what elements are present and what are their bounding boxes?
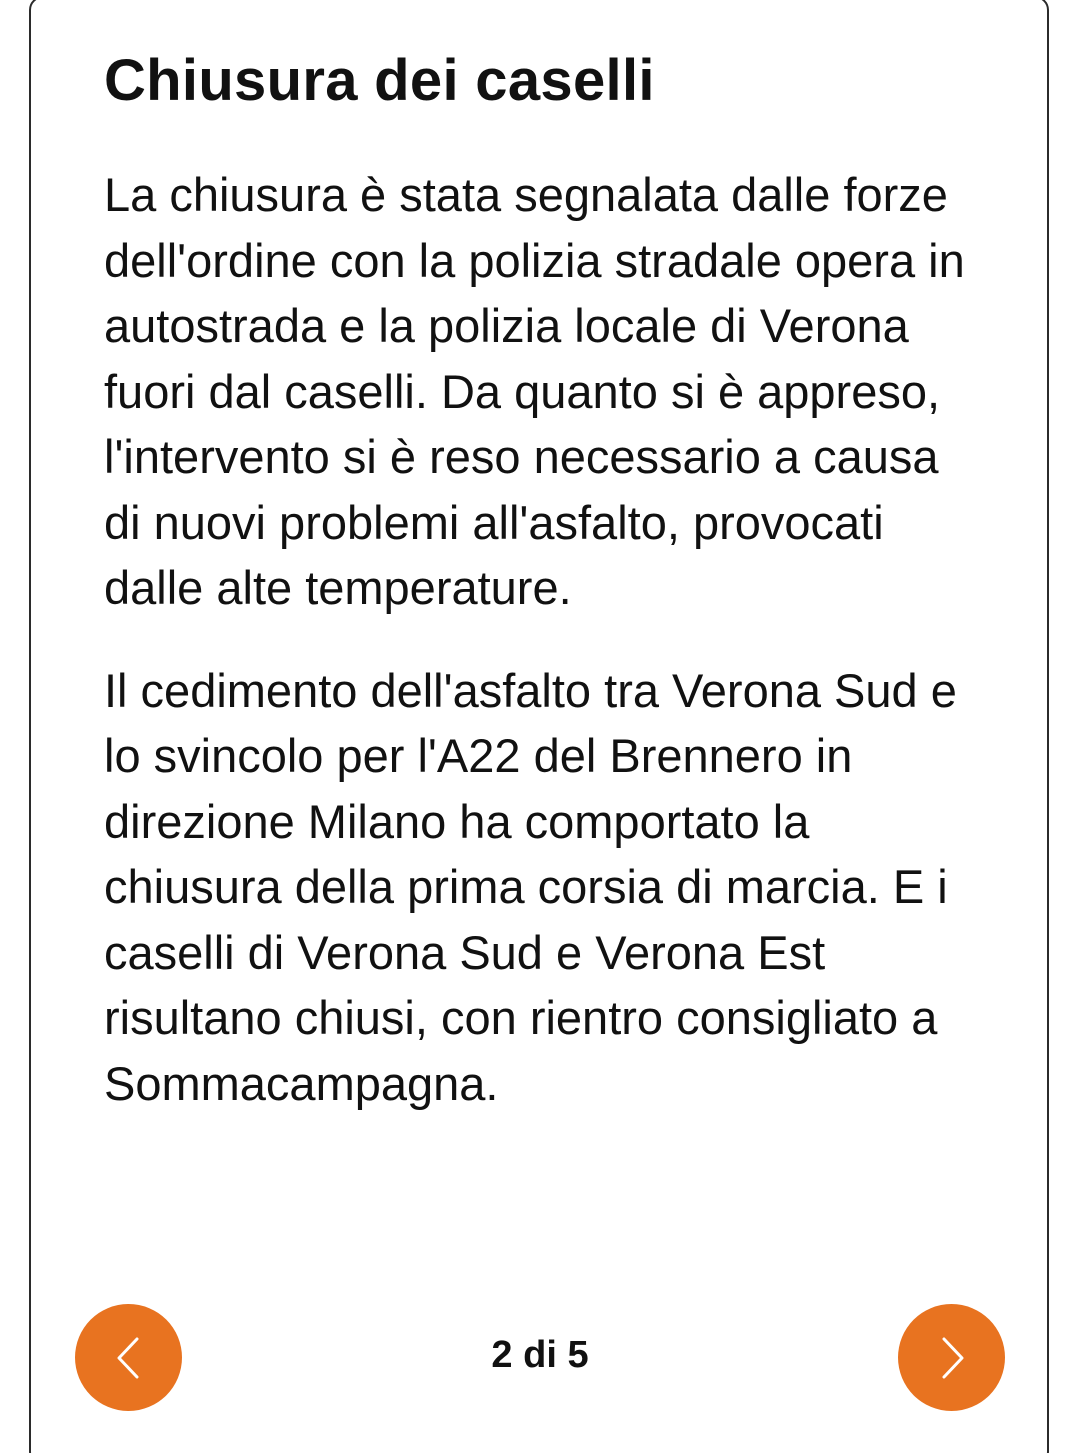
article-content <box>104 40 984 1116</box>
article-paragraph-2: Il cedimento dell'asfalto tra Verona Sud e lo svincolo per l'A22 del Brennero in direzione Milano ha comportato la chiusura della prima corsia di marcia. E i caselli di Verona Sud e Verona Est risultano chiusi, con rientro consigliato a Sommacampagna. <box>104 663 957 1110</box>
pagination-bar <box>0 1302 1080 1412</box>
article-paragraph-1: La chiusura è stata segnalata dalle forze dell'ordine con la polizia stradale opera in autostrada e la polizia locale di Verona fuori dal caselli. Da quanto si è appreso, l'intervento si è reso necessario a causa di nuovi problemi all'asfalto, provocati dalle alte temperature. <box>104 168 965 614</box>
page-indicator: 2 di 5 <box>491 1334 589 1376</box>
article-title: Chiusura dei caselli <box>104 48 655 113</box>
chevron-right-icon <box>932 1333 972 1383</box>
next-page-button[interactable] <box>898 1304 1005 1411</box>
